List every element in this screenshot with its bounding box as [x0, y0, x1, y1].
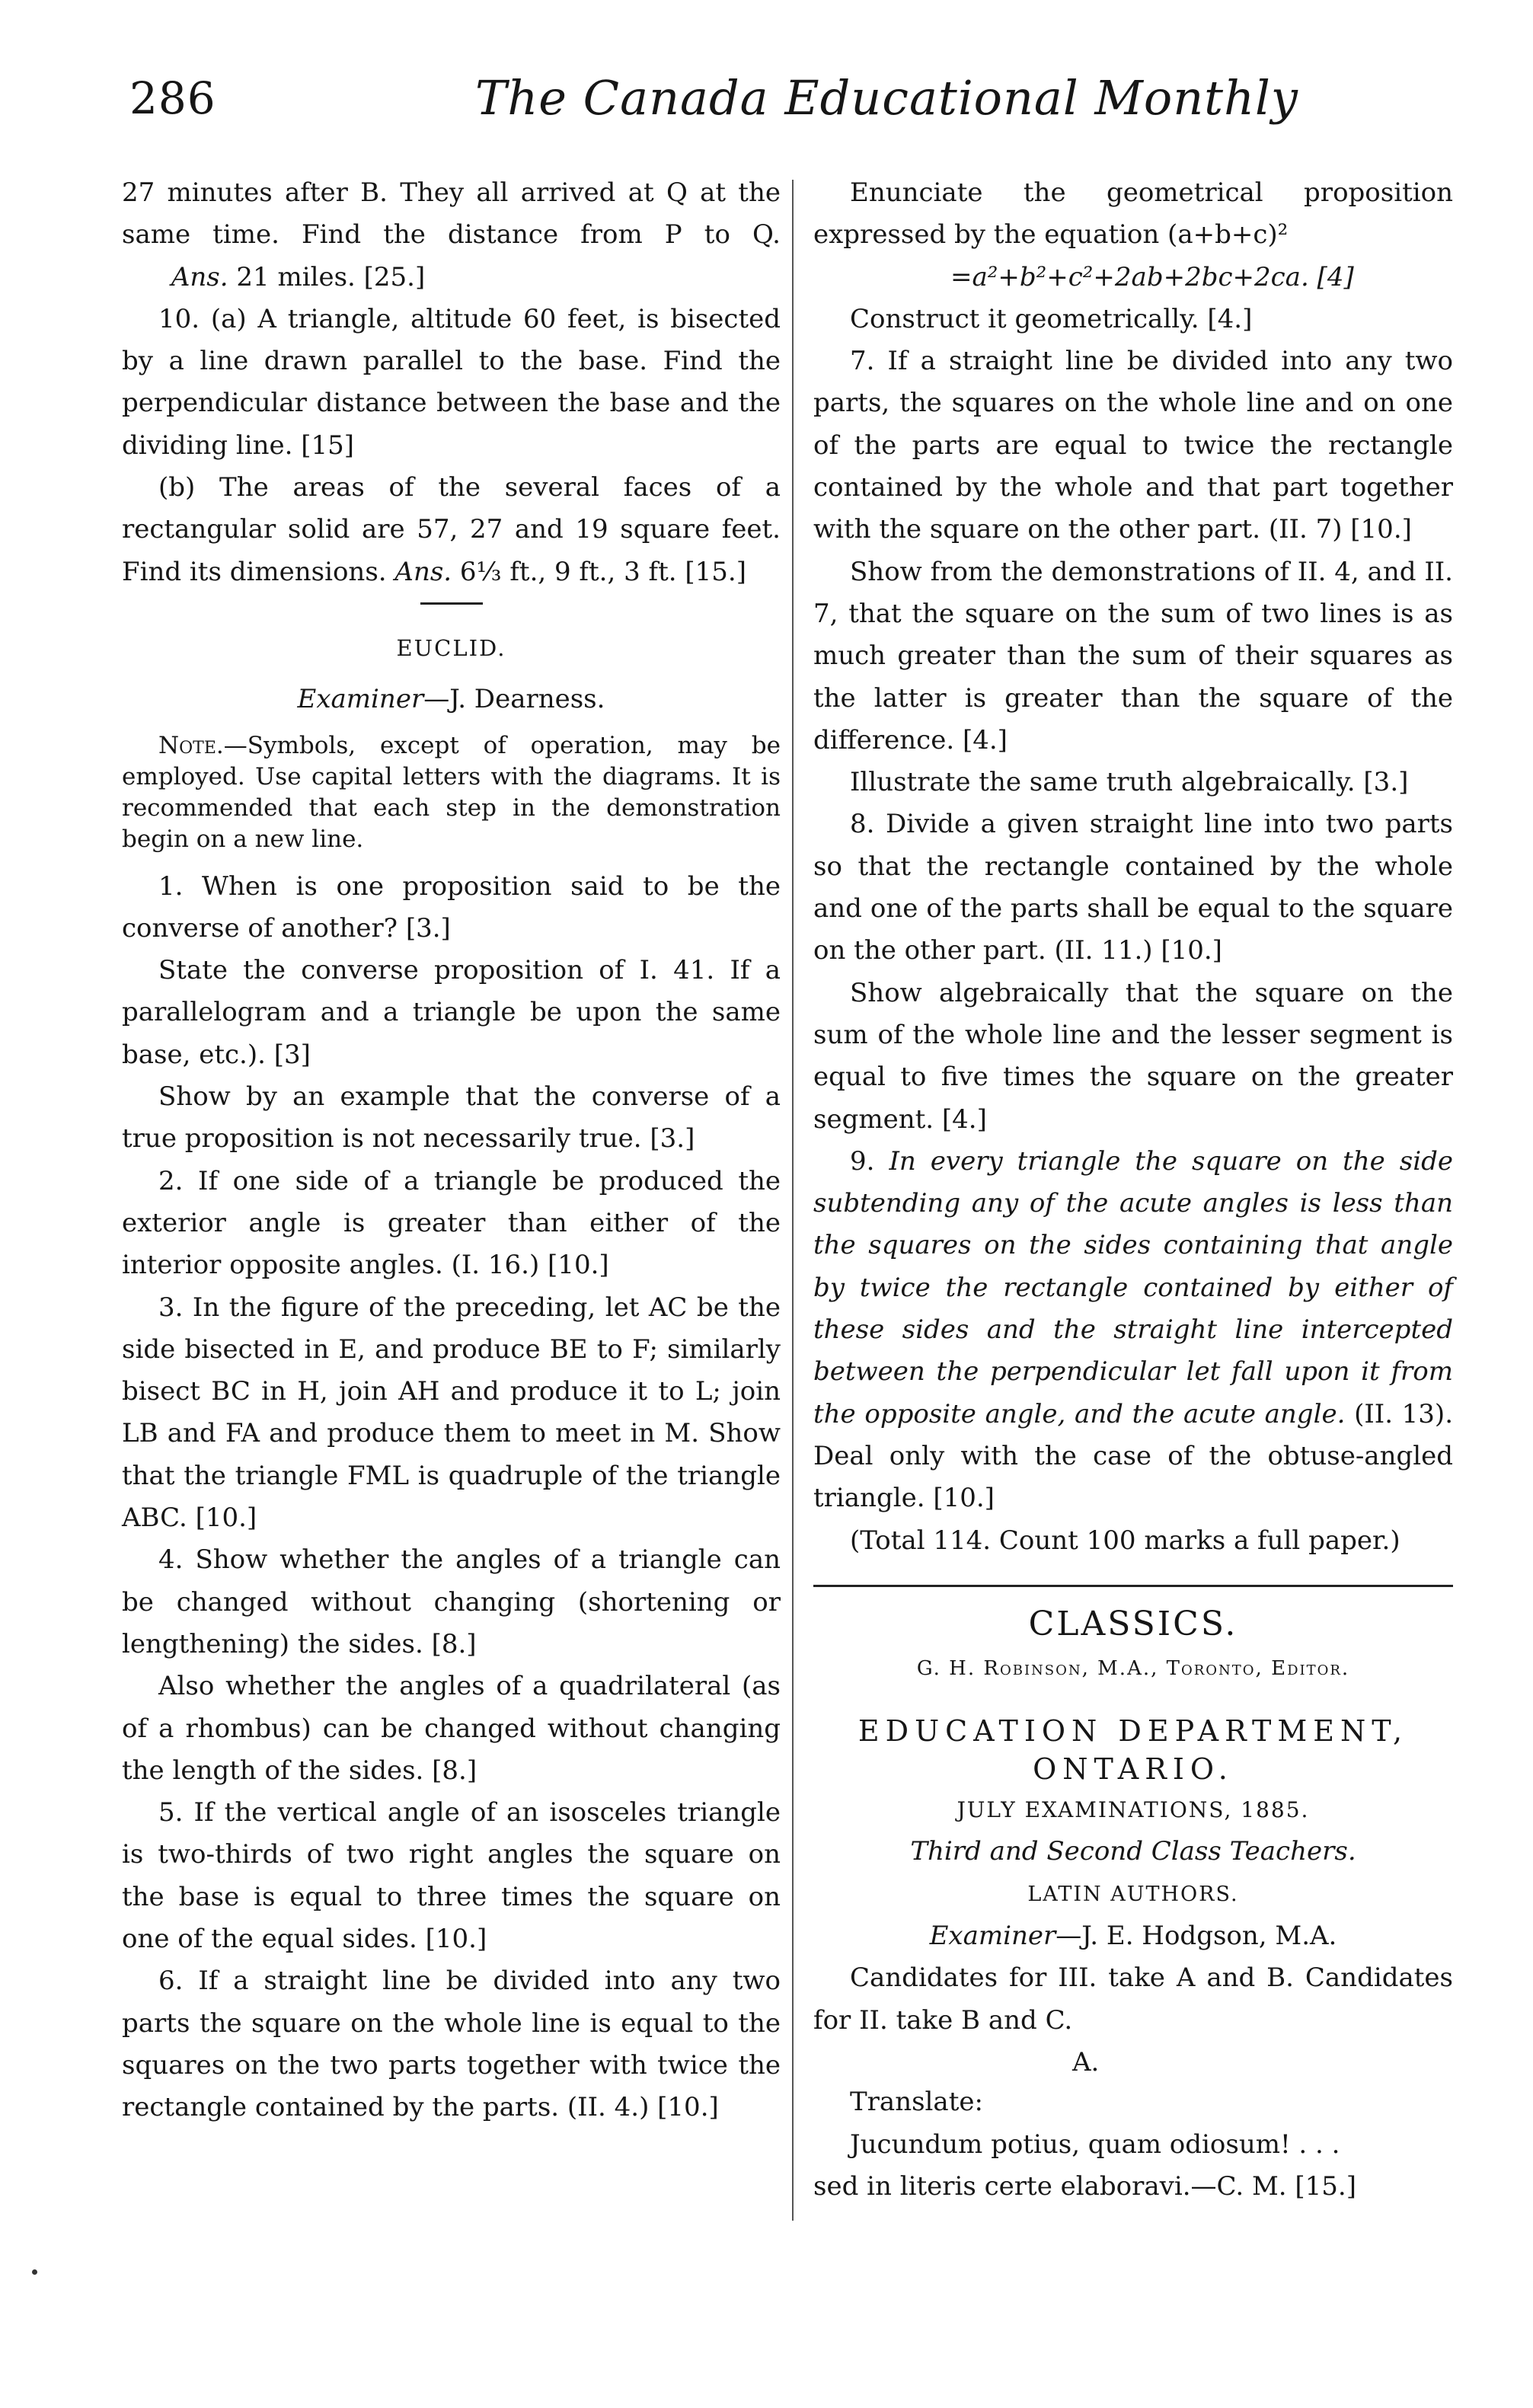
question-4: 4. Show whether the angles of a triangle can be changed without changing (shortening or lengthening) the sides. [8.] [122, 1544, 781, 1659]
answer-value: 21 miles. [25.] [236, 261, 426, 292]
answer-label: Ans. [171, 261, 228, 292]
question-1-example: Show by an example that the converse of a true proposition is not necessarily true. [3.] [122, 1081, 781, 1154]
question-3: 3. In the figure of the preceding, let AC be the side bisected in E, and produce BE to F; similarly bisect BC in H, join AH and produce it to L; join LB and FA and produce them to meet in M. Show that the triangle FML is quadruple of the triangle ABC. [10.] [122, 1292, 781, 1534]
question-6: 6. If a straight line be divided into any two parts the square on the whole line is equal to the squares on the two parts together with twice the rectangle contained by the parts. (II. 4.) [10.] [122, 1966, 781, 2123]
margin-dot [32, 2269, 37, 2275]
page-number: 286 [129, 72, 216, 124]
section-divider [813, 1585, 1453, 1587]
ontario-heading: ONTARIO. [1033, 1752, 1234, 1787]
editor-line: G. H. Robinson, M.A., Toronto, Editor. [916, 1656, 1350, 1680]
answer-value: 6⅓ ft., 9 ft., 3 ft. [15.] [459, 556, 746, 587]
arithmetic-problem-end: 27 minutes after B. They all arrived at Q at the same time. Find the distance from P to Q. Ans. 21 miles. [25.] [122, 177, 781, 292]
page-header [0, 0, 1533, 160]
candidates-instructions: Candidates for III. take A and B. Candidates for II. take B and C. [813, 1962, 1453, 2036]
latin-authors-heading: LATIN AUTHORS. [1027, 1882, 1239, 1906]
equation-line: =a²+b²+c²+2ab+2bc+2ca. [4] [950, 261, 1354, 292]
question-7-illustrate: Illustrate the same truth algebraically. [3.] [850, 767, 1409, 798]
examiner-line: Examiner—J. E. Hodgson, M.A. [929, 1920, 1337, 1951]
question-8: 8. Divide a given straight line into two parts so that the rectangle contained by the whole and one of the parts shall be equal to the square on the other part. (II. 11.) [10.] [813, 809, 1453, 966]
problem-10b: (b) The areas of the several faces of a rectangular solid are 57, 27 and 19 square feet. Find its dimensions. Ans. 6⅓ ft., 9 ft., 3 ft. [15.] [122, 472, 781, 587]
enunciate-question: Enunciate the geometrical proposition expressed by the equation (a+b+c)² [813, 177, 1453, 251]
translate-row [813, 2042, 1453, 2124]
problem-10a: 10. (a) A triangle, altitude 60 feet, is bisected by a line drawn parallel to the base. Find the perpendicular distance between the base and the dividing line. [15] [122, 303, 781, 461]
teacher-classes-line: Third and Second Class Teachers. [910, 1836, 1356, 1867]
construct-line: Construct it geometrically. [4.] [850, 303, 1253, 334]
latin-passage-line-1: Jucundum potius, quam odiosum! . . . [850, 2129, 1340, 2160]
total-marks: (Total 114. Count 100 marks a full paper.) [850, 1525, 1400, 1556]
left-column [122, 172, 781, 2129]
section-heading-classics: CLASSICS. [1028, 1604, 1238, 1643]
section-divider [420, 602, 483, 605]
examiner-line: Examiner—J. Dearness. [297, 684, 605, 715]
question-5: 5. If the vertical angle of an isosceles triangle is two-thirds of two right angles the square on the base is equal to three times the square on one of the equal sides. [10.] [122, 1797, 781, 1954]
translate-label: Translate: [850, 2086, 983, 2117]
answer-label: Ans. [394, 556, 452, 587]
section-heading-euclid: EUCLID. [396, 634, 506, 661]
education-department-heading: EDUCATION DEPARTMENT, [858, 1714, 1409, 1749]
column-divider [792, 180, 794, 2221]
right-column [813, 172, 1453, 2208]
latin-passage-line-2: sed in literis certe elaboravi.—C. M. [15.] [813, 2171, 1357, 2202]
question-4-quadrilateral: Also whether the angles of a quadrilateral (as of a rhombus) can be changed without changing the length of the sides. [8.] [122, 1671, 781, 1786]
question-2: 2. If one side of a triangle be produced the exterior angle is greater than either of the interior opposite angles. (I. 16.) [10.] [122, 1165, 781, 1281]
question-7: 7. If a straight line be divided into any two parts, the squares on the whole line and on one of the parts are equal to twice the rectangle contained by the whole and that part together with the square on the other part. (II. 7) [10.] [813, 346, 1453, 545]
question-8-algebra: Show algebraically that the square on the sum of the whole line and the lesser segment is equal to five times the square on the greater segment. [4.] [813, 977, 1453, 1135]
journal-title: The Canada Educational Monthly [475, 70, 1298, 126]
question-7-show: Show from the demonstrations of II. 4, and II. 7, that the square on the sum of two lines is as much greater than the sum of their squares as the latter is greater than the square of the difference. [4.] [813, 556, 1453, 755]
question-1: 1. When is one proposition said to be the converse of another? [3.] [122, 870, 781, 944]
part-a-label: A. [1072, 2046, 1100, 2077]
question-1-converse: State the converse proposition of I. 41. If a parallelogram and a triangle be upon the same base, etc.). [3] [122, 955, 781, 1070]
note-paragraph: Note.—Symbols, except of operation, may be employed. Use capital letters with the diagrams. It is recommended that each step in the demonstration begin on a new line. [122, 731, 781, 853]
question-9: 9. In every triangle the square on the side subtending any of the acute angles is less than the squares on the sides containing that angle by twice the rectangle contained by either of these sides and the straight line intercepted between the perpendicular let fall upon it from the opposite angle, and the acute angle. (II. 13). Deal only with the case of the obtuse-angled triangle. [10.] [813, 1145, 1454, 1514]
examinations-line: JULY EXAMINATIONS, 1885. [957, 1797, 1310, 1823]
